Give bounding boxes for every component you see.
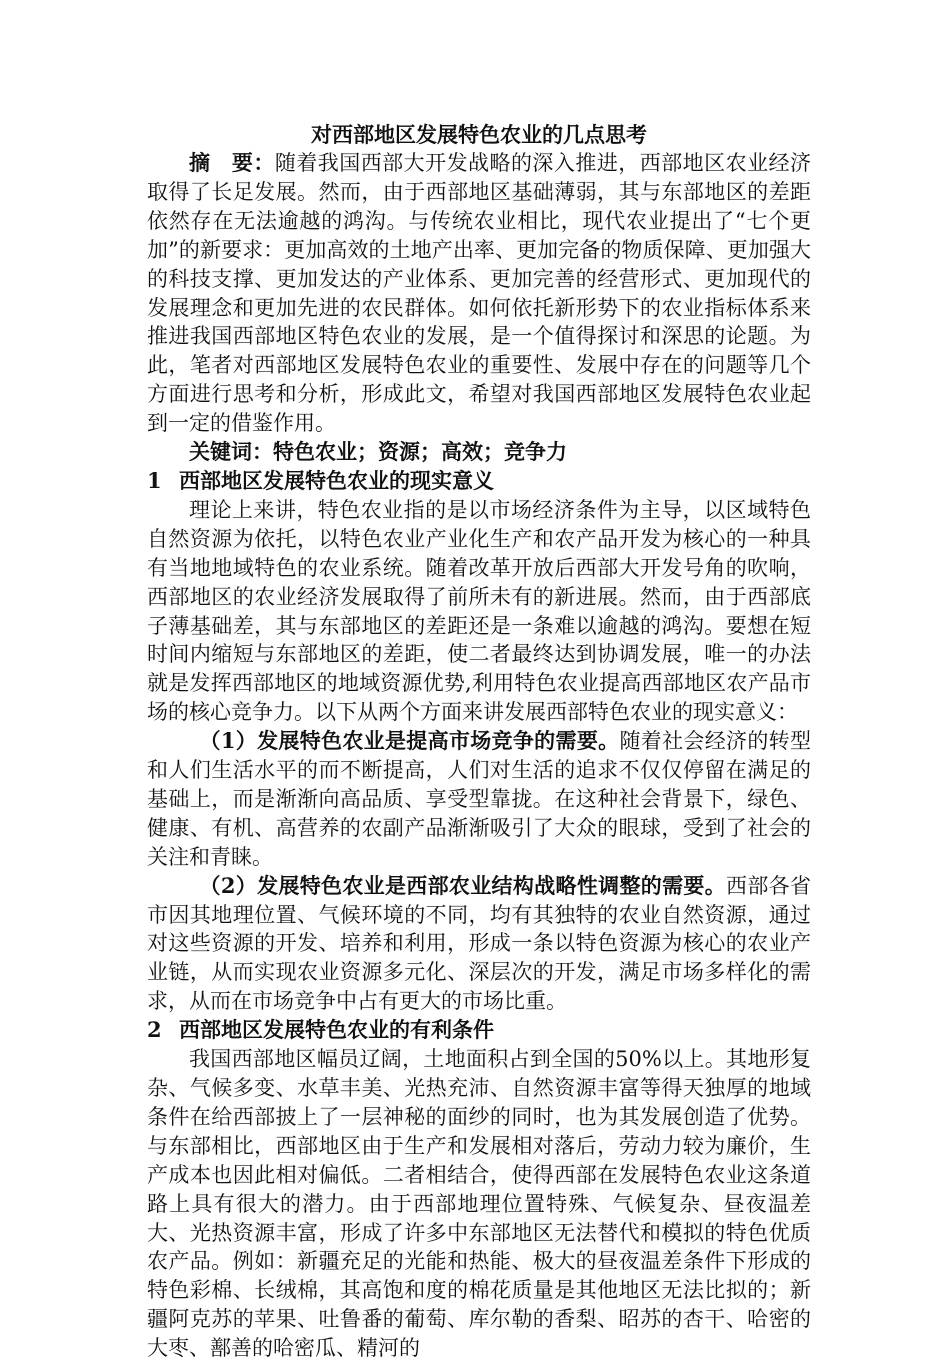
document-title: 对西部地区发展特色农业的几点思考 bbox=[311, 122, 647, 147]
abstract-text: 随着我国西部大开发战略的深入推进，西部地区农业经济取得了长足发展。然而，由于西部地区基础薄弱，其与东部地区的差距依然存在无法逾越的鸿沟。与传统农业相比，现代农业提出了“七个更加”的新要求：更加高效的土地产出率、更加完备的物质保障、更加强大的科技支撑、更加发达的产业体系、更加完善的经营形式、更加现代的发展理念和更加先进的农民群体。如何依托新形势下的农业指标体系来推进我国西部地区特色农业的发展，是一个值得探讨和深思的论题。为此，笔者对西部地区发展特色农业的重要性、发展中存在的问题等几个方面进行思考和分析，形成此文，希望对我国西部地区发展特色农业起到一定的借鉴作用。 bbox=[147, 151, 811, 436]
section-1-paragraph-1: 理论上来讲，特色农业指的是以市场经济条件为主导，以区域特色自然资源为依托，以特色农业产业化生产和农产品开发为核心的一种具有当地地域特色的农业系统。随着改革开放后西部大开发号角的吹响，西部地区的农业经济发展取得了前所未有的新进展。然而，由于西部底子薄基础差，其与东部地区的差距还是一条难以逾越的鸿沟。要想在短时间内缩短与东部地区的差距，使二者最终达到协调发展，唯一的办法就是发挥西部地区的地域资源优势,利用特色农业提高西部地区农产品市场的核心竞争力。以下从两个方面来讲发展西部特色农业的现实意义： bbox=[147, 497, 811, 725]
section-1-item-2-text: 西部各省市因其地理位置、气候环境的不同，均有其独特的农业自然资源，通过对这些资源的开发、培养和利用，形成一条以特色资源为核心的农业产业链，从而实现农业资源多元化、深层次的开发，满足市场多样化的需求，从而在市场竞争中占有更大的市场比重。 bbox=[147, 873, 811, 1014]
section-2-paragraph-1: 我国西部地区幅员辽阔，土地面积占到全国的50%以上。其地形复杂、气候多变、水草丰美、光热充沛、自然资源丰富等得天独厚的地域条件在给西部披上了一层神秘的面纱的同时，也为其发展创造了优势。与东部相比，西部地区由于生产和发展相对落后，劳动力较为廉价，生产成本也因此相对偏低。二者相结合，使得西部在发展特色农业这条道路上具有很大的潜力。由于西部地理位置特殊、气候复杂、昼夜温差大、光热资源丰富，形成了许多中东部地区无法替代和模拟的特色优质农产品。例如：新疆充足的光能和热能、极大的昼夜温差条件下形成的特色彩棉、长绒棉，其高饱和度的棉花质量是其他地区无法比拟的；新疆阿克苏的苹果、吐鲁番的葡萄、库尔勒的香梨、昭苏的杏干、哈密的大枣、鄯善的哈密瓜、精河的 bbox=[147, 1047, 811, 1361]
section-1-item-1 bbox=[147, 727, 811, 872]
section-2-title: 西部地区发展特色农业的有利条件 bbox=[179, 1017, 494, 1043]
section-1-heading bbox=[147, 467, 811, 496]
keywords-line: 关键词：特色农业；资源；高效；竞争力 bbox=[189, 439, 567, 465]
section-2-heading bbox=[147, 1016, 811, 1045]
section-1-number: 1 bbox=[147, 467, 162, 493]
section-1-item-2-lead: （2）发展特色农业是西部农业结构战略性调整的需要。 bbox=[199, 872, 727, 898]
section-2-number: 2 bbox=[147, 1017, 162, 1043]
section-1-item-1-lead: （1）发展特色农业是提高市场竞争的需要。 bbox=[199, 728, 620, 754]
abstract-label: 摘 要： bbox=[189, 150, 275, 175]
section-1-item-2 bbox=[147, 872, 811, 1017]
section-1-item-1-text: 随着社会经济的转型和人们生活水平的而不断提高，人们对生活的追求不仅仅停留在满足的基础上，而是渐渐向高品质、享受型靠拢。在这种社会背景下，绿色、健康、有机、高营养的农副产品渐渐吸引了大众的眼球，受到了社会的关注和青睐。 bbox=[147, 729, 811, 869]
document-page bbox=[147, 120, 811, 1363]
section-1-title: 西部地区发展特色农业的现实意义 bbox=[179, 467, 494, 493]
abstract-paragraph bbox=[147, 149, 811, 438]
